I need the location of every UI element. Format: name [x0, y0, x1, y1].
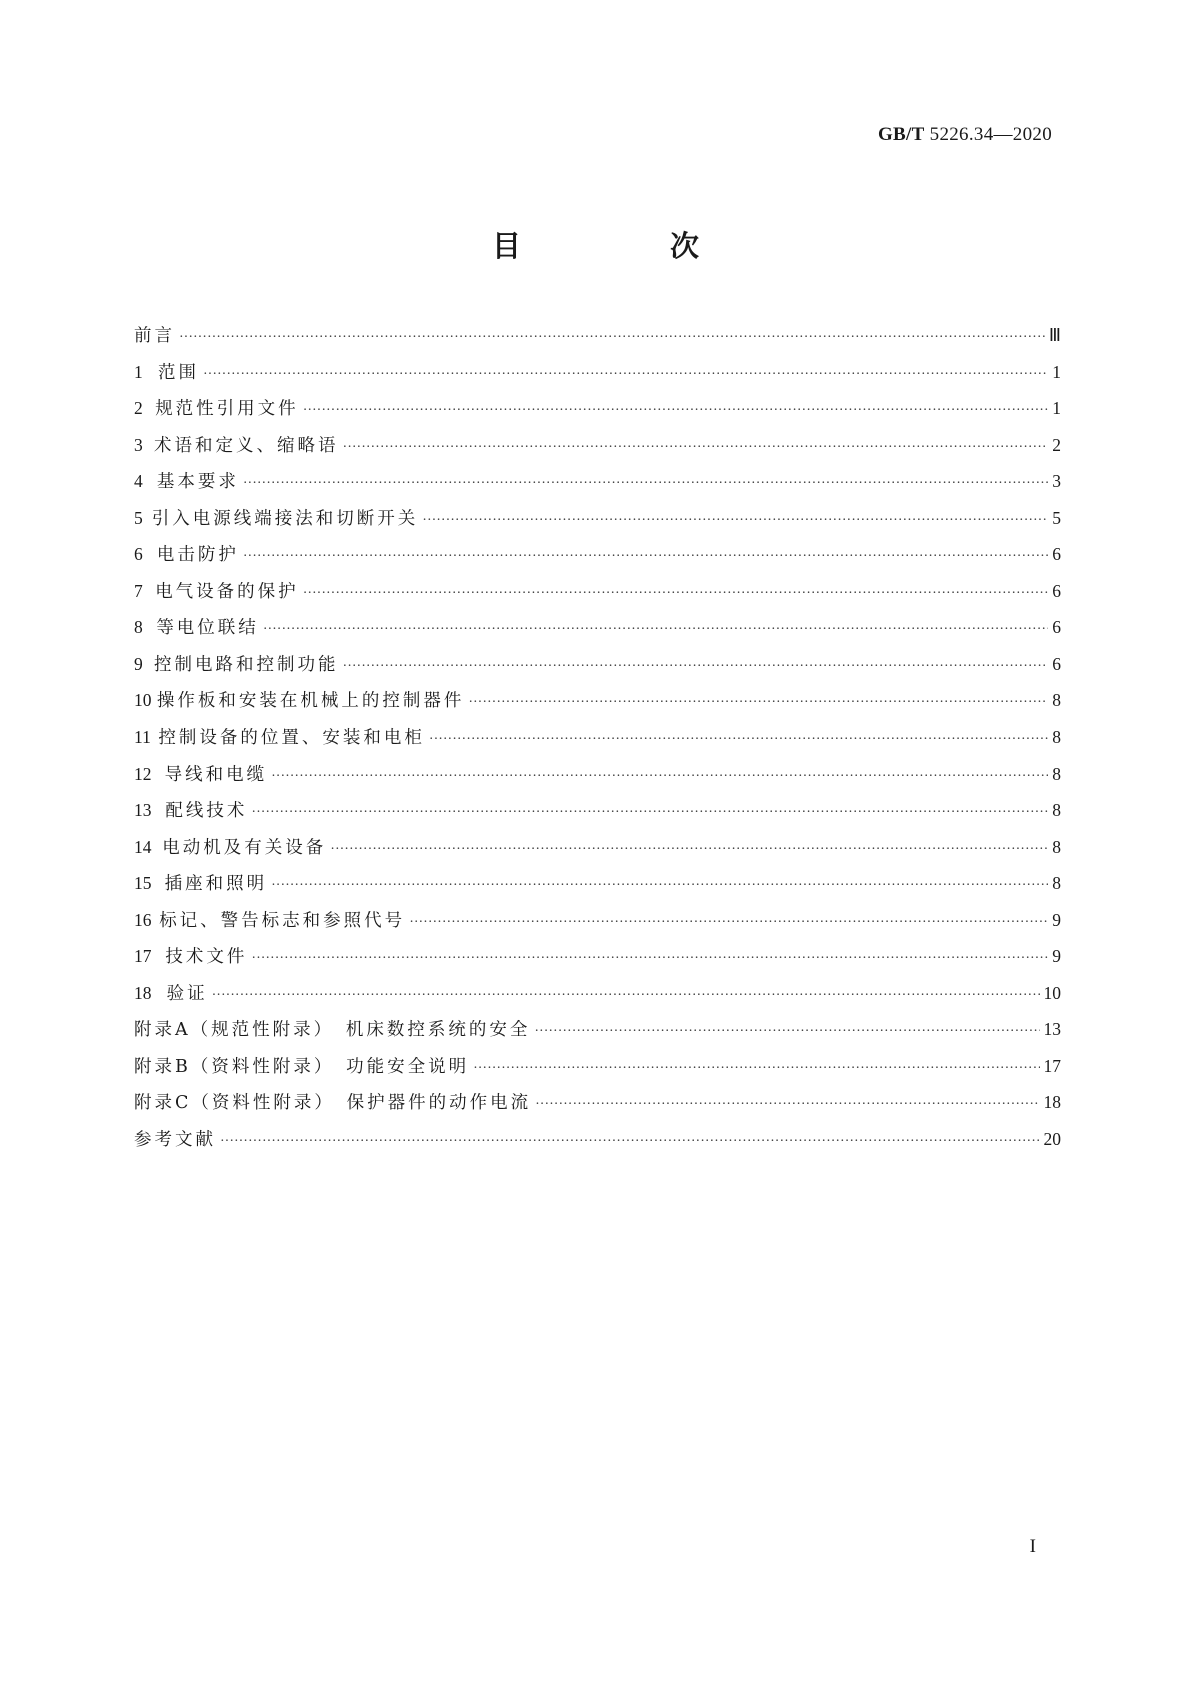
- toc-leader-dots: [243, 549, 1048, 565]
- toc-entry-label: 等电位联结: [156, 618, 259, 639]
- toc-entry-number: 18: [134, 982, 152, 1003]
- toc-entry-page: 2: [1052, 434, 1061, 455]
- toc-entry-page: 6: [1052, 653, 1061, 674]
- toc-entry-label: 附录C（资料性附录） 保护器件的动作电流: [134, 1093, 532, 1114]
- toc-entry-label: 附录A（规范性附录） 机床数控系统的安全: [134, 1020, 531, 1041]
- toc-entry[interactable]: [134, 724, 1061, 761]
- toc-entry-number: 9: [134, 653, 143, 674]
- toc-entry[interactable]: [134, 1016, 1061, 1053]
- toc-leader-dots: [409, 915, 1048, 931]
- toc-entry-page: 5: [1052, 507, 1061, 528]
- toc-entry-number: 1: [134, 361, 143, 382]
- toc-entry-number: 3: [134, 434, 143, 455]
- toc-entry-label: 范围: [158, 362, 200, 383]
- document-code: [878, 124, 1052, 146]
- toc-entry-label: 验证: [166, 983, 208, 1004]
- toc-entry-label: 技术文件: [165, 947, 248, 968]
- toc-entry-page: 8: [1052, 800, 1061, 821]
- toc-entry[interactable]: [134, 578, 1061, 615]
- toc-entry[interactable]: [134, 395, 1061, 432]
- toc-entry[interactable]: [134, 1053, 1061, 1090]
- toc-entry[interactable]: [134, 1126, 1061, 1163]
- toc-entry-page: 18: [1043, 1092, 1061, 1113]
- toc-entry-label: 参考文献: [134, 1130, 216, 1151]
- toc-entry-page: 9: [1052, 946, 1061, 967]
- toc-leader-dots: [473, 1061, 1039, 1077]
- toc-entry-page: 10: [1043, 982, 1061, 1003]
- toc-entry-number: 16: [134, 909, 152, 930]
- toc-leader-dots: [271, 878, 1048, 894]
- toc-leader-dots: [303, 403, 1049, 419]
- toc-entry[interactable]: [134, 651, 1061, 688]
- toc-entry-label: 规范性引用文件: [155, 399, 299, 420]
- toc-entry-number: 13: [134, 800, 152, 821]
- toc-entry-label: 操作板和安装在机械上的控制器件: [156, 691, 465, 712]
- toc-leader-dots: [243, 476, 1048, 492]
- toc-entry-label: 术语和定义、缩略语: [154, 435, 339, 456]
- toc-entry-page: 8: [1052, 690, 1061, 711]
- toc-entry[interactable]: [134, 687, 1061, 724]
- toc-entry-number: 5: [134, 507, 143, 528]
- toc-entry[interactable]: [134, 761, 1061, 798]
- toc-entry-label: 控制设备的位置、安装和电柜: [158, 728, 425, 749]
- toc-entry-label: 电气设备的保护: [155, 581, 299, 602]
- toc-leader-dots: [534, 1024, 1039, 1040]
- toc-leader-dots: [203, 367, 1048, 383]
- toc-entry[interactable]: [134, 797, 1061, 834]
- toc-entry[interactable]: [134, 468, 1061, 505]
- toc-leader-dots: [303, 586, 1049, 602]
- toc-entry[interactable]: [134, 322, 1061, 359]
- toc-entry-number: 17: [134, 946, 152, 967]
- toc-entry[interactable]: [134, 834, 1061, 871]
- toc-entry-label: 控制电路和控制功能: [154, 654, 339, 675]
- toc-entry-label: 附录B（资料性附录） 功能安全说明: [134, 1056, 470, 1077]
- toc-entry-number: 12: [134, 763, 152, 784]
- toc-entry-label: 引入电源线端接法和切断开关: [151, 508, 419, 529]
- toc-entry[interactable]: [134, 870, 1061, 907]
- toc-entry[interactable]: [134, 614, 1061, 651]
- toc-entry[interactable]: [134, 980, 1061, 1017]
- toc-entry-label: 插座和照明: [164, 874, 268, 895]
- toc-entry-page: 1: [1052, 398, 1061, 419]
- footer-page-number: I: [1029, 1536, 1036, 1557]
- toc-entry-number: 14: [134, 836, 152, 857]
- toc-leader-dots: [343, 440, 1049, 456]
- toc-entry-number: 8: [134, 617, 143, 638]
- toc-entry[interactable]: [134, 541, 1061, 578]
- toc-entry-number: 11: [134, 727, 151, 748]
- page-title: 目 次: [491, 229, 759, 263]
- toc-entry[interactable]: [134, 943, 1061, 980]
- table-of-contents: [134, 322, 1061, 1163]
- toc-entry-label: 标记、警告标志和参照代号: [159, 910, 406, 931]
- toc-entry-page: 8: [1052, 763, 1061, 784]
- toc-entry-page: 8: [1052, 873, 1061, 894]
- toc-entry[interactable]: [134, 432, 1061, 469]
- toc-entry-label: 电击防护: [156, 545, 239, 566]
- toc-leader-dots: [251, 805, 1048, 821]
- toc-entry[interactable]: [134, 1089, 1061, 1126]
- toc-entry-page: 8: [1052, 836, 1061, 857]
- toc-entry-page: Ⅲ: [1048, 325, 1061, 345]
- toc-entry-page: 20: [1043, 1129, 1061, 1150]
- toc-entry-label: 电动机及有关设备: [162, 837, 327, 858]
- toc-entry-page: 8: [1052, 727, 1061, 748]
- toc-entry-page: 13: [1043, 1019, 1061, 1040]
- toc-entry-page: 17: [1043, 1055, 1061, 1076]
- toc-leader-dots: [251, 951, 1048, 967]
- toc-leader-dots: [429, 732, 1048, 748]
- toc-entry-page: 6: [1052, 580, 1061, 601]
- toc-entry-label: 配线技术: [165, 801, 248, 822]
- toc-entry-number: 15: [134, 873, 152, 894]
- toc-leader-dots: [330, 842, 1048, 858]
- toc-entry-number: 10: [134, 690, 152, 711]
- toc-entry-page: 9: [1052, 909, 1061, 930]
- document-code-number: 5226.34—2020: [929, 124, 1052, 145]
- toc-entry[interactable]: [134, 505, 1061, 542]
- toc-entry-number: 4: [134, 471, 143, 492]
- toc-entry-number: 2: [134, 398, 143, 419]
- toc-leader-dots: [535, 1097, 1039, 1113]
- toc-leader-dots: [271, 769, 1048, 785]
- toc-entry[interactable]: [134, 359, 1061, 396]
- toc-entry-label: 导线和电缆: [164, 764, 268, 785]
- toc-leader-dots: [212, 988, 1040, 1004]
- toc-entry-label: 基本要求: [156, 472, 239, 493]
- toc-leader-dots: [220, 1134, 1040, 1150]
- toc-leader-dots: [422, 513, 1048, 529]
- toc-leader-dots: [179, 330, 1045, 346]
- toc-entry[interactable]: [134, 907, 1061, 944]
- toc-leader-dots: [263, 622, 1048, 638]
- toc-entry-page: 6: [1052, 617, 1061, 638]
- toc-entry-page: 1: [1052, 361, 1061, 382]
- toc-entry-page: 3: [1052, 471, 1061, 492]
- toc-entry-number: 6: [134, 544, 143, 565]
- toc-entry-number: 7: [134, 580, 143, 601]
- toc-leader-dots: [343, 659, 1049, 675]
- document-code-prefix: GB/T: [877, 124, 925, 145]
- toc-entry-page: 6: [1052, 544, 1061, 565]
- toc-leader-dots: [468, 695, 1048, 711]
- toc-entry-label: 前言: [134, 326, 175, 346]
